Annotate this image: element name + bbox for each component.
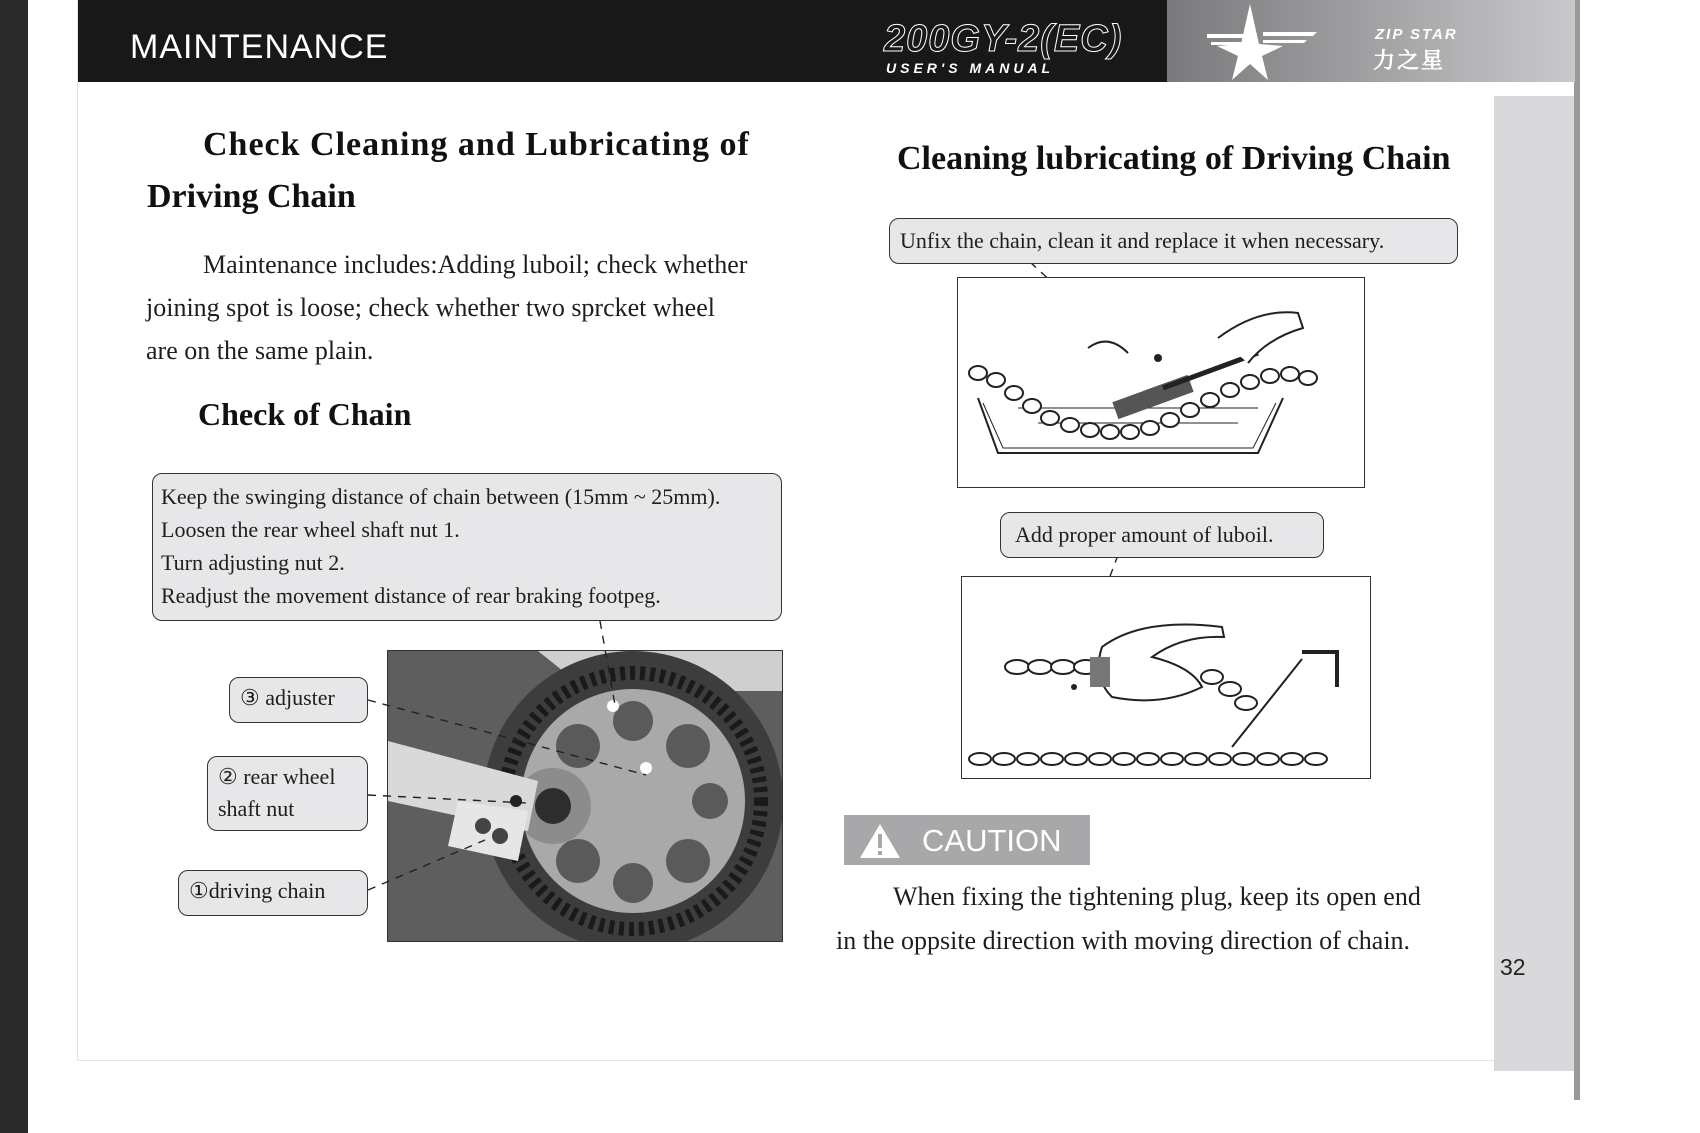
step-text: Keep the swinging distance of chain between (15mm ~ 25mm). — [161, 484, 721, 509]
callout-unfix-chain: Unfix the chain, clean it and replace it when necessary. — [889, 218, 1458, 264]
intro-line: are on the same plain. — [146, 336, 374, 365]
cleaning-tray-illustration — [958, 278, 1364, 487]
model-name: 200GY-2(EC) — [884, 18, 1123, 60]
caution-text: in the oppsite direction with moving direction of chain. — [836, 926, 1411, 955]
label-line: ② rear wheel — [218, 764, 336, 789]
caution-label: CAUTION — [922, 823, 1062, 858]
brand-name-en: ZIP STAR — [1375, 26, 1458, 43]
section-title: MAINTENANCE — [130, 28, 389, 66]
right-heading: Cleaning lubricating of Driving Chain — [897, 140, 1451, 177]
oiling-illustration — [962, 577, 1370, 778]
intro-line: joining spot is loose; check whether two sprcket wheel — [146, 293, 715, 322]
section-heading-cont: Driving Chain — [147, 178, 356, 215]
brand-name-cn: 力之星 — [1373, 49, 1446, 74]
caution-banner — [844, 815, 1090, 865]
label-driving-chain: ①driving chain — [178, 870, 368, 916]
manual-subtitle: USER'S MANUAL — [886, 60, 1055, 76]
label-adjuster: ③ adjuster — [229, 677, 368, 723]
caution-text: When fixing the tightening plug, keep its open end — [893, 882, 1421, 911]
step-text: Turn adjusting nut 2. — [161, 550, 345, 575]
subheading: Check of Chain — [198, 396, 412, 432]
callout-add-luboil: Add proper amount of luboil. — [1000, 512, 1324, 558]
chain-oiling-figure — [961, 576, 1371, 779]
step-text: Readjust the movement distance of rear braking footpeg. — [161, 583, 661, 608]
chain-cleaning-figure — [957, 277, 1365, 488]
warning-triangle-icon — [858, 822, 902, 860]
label-line: shaft nut — [218, 796, 295, 821]
intro-line: Maintenance includes:Adding luboil; check whether — [203, 250, 748, 279]
step-text: Loosen the rear wheel shaft nut 1. — [161, 517, 460, 542]
section-heading: Check Cleaning and Lubricating of — [203, 126, 750, 163]
page-number: 32 — [1500, 954, 1526, 980]
